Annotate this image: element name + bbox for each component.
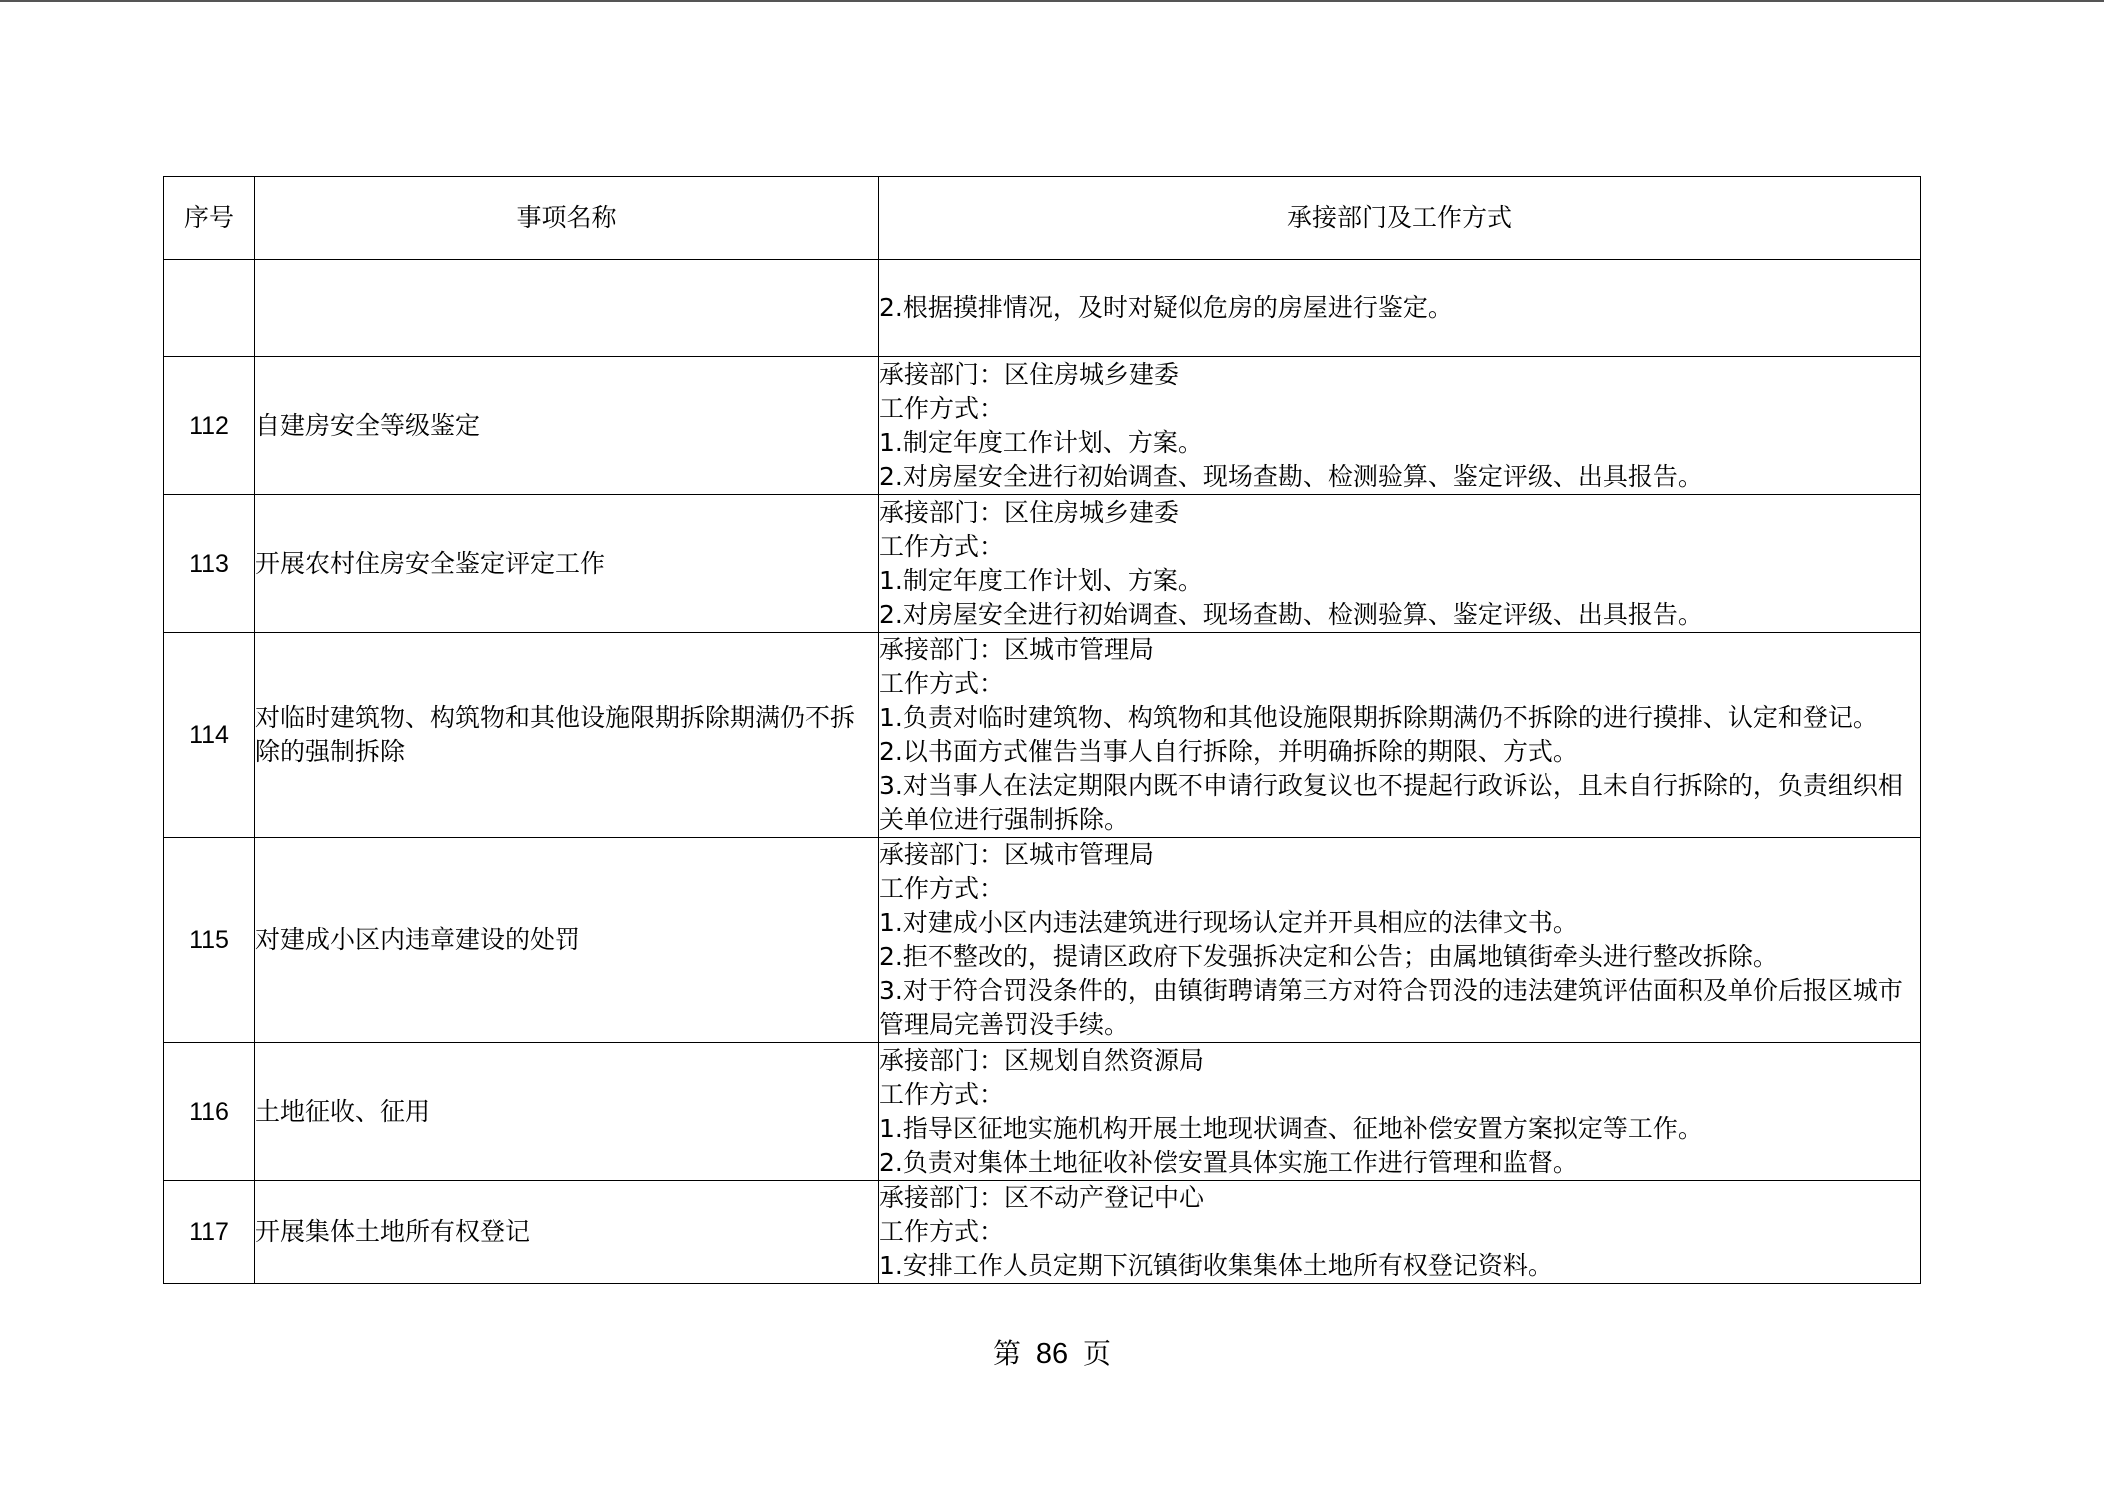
dept-line: 3.对于符合罚没条件的，由镇街聘请第三方对符合罚没的违法建筑评估面积及单价后报区城市管理局完善罚没手续。 (879, 976, 1903, 1039)
table-header-row (164, 177, 1921, 260)
row-seq (164, 260, 255, 357)
row-item-name: 开展农村住房安全鉴定评定工作 (255, 495, 879, 633)
dept-line: 承接部门：区规划自然资源局 (879, 1045, 1205, 1075)
row-seq: 112 (164, 357, 255, 495)
row-item-name: 对建成小区内违章建设的处罚 (255, 838, 879, 1043)
dept-line: 2.对房屋安全进行初始调查、现场查勘、检测验算、鉴定评级、出具报告。 (879, 461, 1703, 491)
page-footer (0, 1332, 2104, 1372)
dept-line: 3.对当事人在法定期限内既不申请行政复议也不提起行政诉讼，且未自行拆除的，负责组织相关单位进行强制拆除。 (879, 771, 1903, 834)
table-row (164, 1181, 1921, 1284)
dept-line: 承接部门：区住房城乡建委 (879, 497, 1180, 527)
dept-line: 工作方式： (879, 531, 1005, 561)
table-row (164, 1043, 1921, 1181)
dept-line: 工作方式： (879, 1217, 1005, 1246)
top-rule (0, 0, 2104, 2)
header-seq: 序号 (164, 177, 255, 260)
row-item-name (255, 260, 879, 357)
dept-line: 1.制定年度工作计划、方案。 (879, 427, 1203, 457)
dept-line: 1.指导区征地实施机构开展土地现状调查、征地补偿安置方案拟定等工作。 (879, 1113, 1703, 1143)
page-number: 86 (1035, 1338, 1069, 1370)
dept-line: 2.负责对集体土地征收补偿安置具体实施工作进行管理和监督。 (879, 1147, 1578, 1177)
row-dept-method (879, 633, 1921, 838)
header-dept-method: 承接部门及工作方式 (879, 177, 1921, 260)
dept-line: 2.根据摸排情况，及时对疑似危房的房屋进行鉴定。 (879, 293, 1453, 322)
page-suffix: 页 (1083, 1337, 1112, 1370)
row-item-name: 土地征收、征用 (255, 1043, 879, 1181)
items-table (163, 176, 1921, 1284)
row-dept-method (879, 1043, 1921, 1181)
dept-line: 1.负责对临时建筑物、构筑物和其他设施限期拆除期满仍不拆除的进行摸排、认定和登记。 (879, 703, 1878, 732)
table-row (164, 495, 1921, 633)
dept-line: 1.安排工作人员定期下沉镇街收集集体土地所有权登记资料。 (879, 1251, 1553, 1280)
header-item-name: 事项名称 (255, 177, 879, 260)
row-item-name: 开展集体土地所有权登记 (255, 1181, 879, 1284)
table-row (164, 357, 1921, 495)
dept-line: 承接部门：区城市管理局 (879, 840, 1155, 869)
dept-line: 1.对建成小区内违法建筑进行现场认定并开具相应的法律文书。 (879, 908, 1578, 937)
row-dept-method (879, 1181, 1921, 1284)
table-row (164, 260, 1921, 357)
dept-line: 承接部门：区城市管理局 (879, 635, 1155, 664)
dept-line: 2.对房屋安全进行初始调查、现场查勘、检测验算、鉴定评级、出具报告。 (879, 599, 1703, 629)
row-seq: 114 (164, 633, 255, 838)
row-item-name: 对临时建筑物、构筑物和其他设施限期拆除期满仍不拆除的强制拆除 (255, 633, 879, 838)
dept-line: 工作方式： (879, 393, 1005, 423)
dept-line: 工作方式： (879, 1079, 1005, 1109)
dept-line: 承接部门：区住房城乡建委 (879, 359, 1180, 389)
row-seq: 116 (164, 1043, 255, 1181)
row-seq: 115 (164, 838, 255, 1043)
dept-line: 2.以书面方式催告当事人自行拆除，并明确拆除的期限、方式。 (879, 737, 1578, 766)
row-item-name: 自建房安全等级鉴定 (255, 357, 879, 495)
dept-line: 工作方式： (879, 874, 1005, 903)
row-seq: 113 (164, 495, 255, 633)
table-row (164, 633, 1921, 838)
table-row (164, 838, 1921, 1043)
dept-line: 承接部门：区不动产登记中心 (879, 1183, 1205, 1212)
row-dept-method (879, 495, 1921, 633)
row-dept-method (879, 260, 1921, 357)
dept-line: 2.拒不整改的，提请区政府下发强拆决定和公告；由属地镇街牵头进行整改拆除。 (879, 942, 1778, 971)
row-dept-method (879, 838, 1921, 1043)
row-dept-method (879, 357, 1921, 495)
page-prefix: 第 (992, 1337, 1021, 1370)
dept-line: 1.制定年度工作计划、方案。 (879, 565, 1203, 595)
row-seq: 117 (164, 1181, 255, 1284)
dept-line: 工作方式： (879, 669, 1005, 698)
